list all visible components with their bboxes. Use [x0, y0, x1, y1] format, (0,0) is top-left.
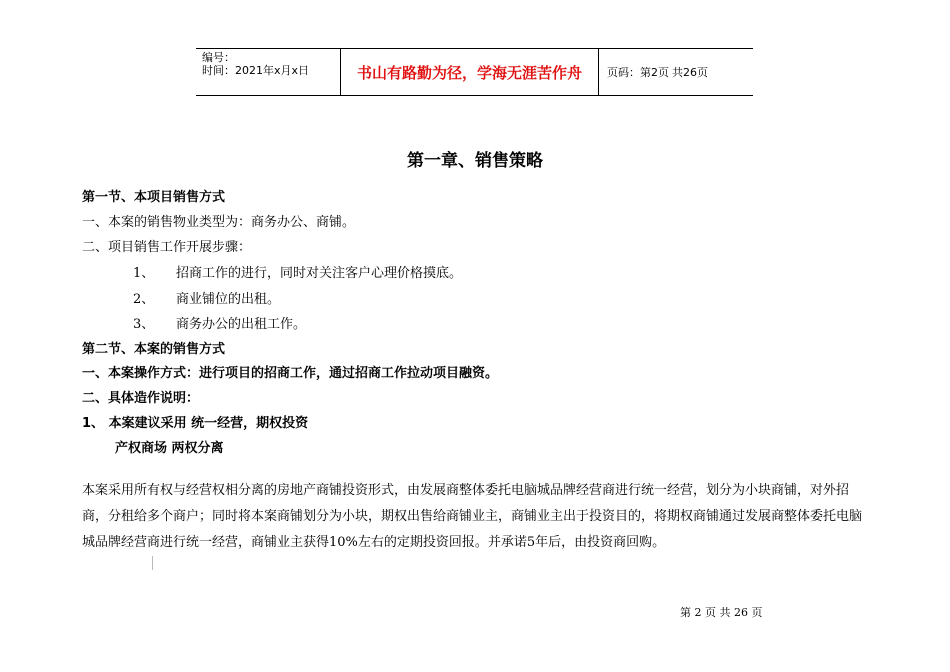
section2-title: 第二节、本案的销售方式: [82, 342, 226, 357]
page-header: [196, 48, 753, 96]
section1-line1: 一、本案的销售物业类型为：商务办公、商铺。: [82, 215, 356, 230]
section2-line2: 二、具体造作说明：: [82, 391, 200, 406]
section1-line2: 二、项目销售工作开展步骤：: [82, 240, 252, 255]
step-text: 招商工作的进行，同时对关注客户心理价格摸底。: [176, 266, 463, 281]
section2-line4: 产权商场 两权分离: [115, 441, 224, 456]
header-total-label: 共26页: [672, 66, 708, 79]
header-time-label: 时间：2021年x月x日: [202, 64, 310, 77]
section1-title: 第一节、本项目销售方式: [82, 190, 226, 205]
body-paragraph: 本案采用所有权与经营权相分离的房地产商铺投资形式，由发展商整体委托电脑城品牌经营商进行统一经营，划分为小块商铺，对外招商，分租给多个商户；同时将本案商铺划分为小块，期权出售给商铺业主，商铺业主出于投资目的，将期权商铺通过发展商整体委托电脑城品牌经营商进行统一经营，商铺业主获得10%左右的定期投资回报。并承诺5年后，由投资商回购。: [82, 483, 863, 550]
chapter-title: 第一章、销售策略: [407, 151, 543, 171]
section2-line1: 一、本案操作方式：进行项目的招商工作，通过招商工作拉动项目融资。: [82, 366, 499, 381]
header-page-info: [599, 49, 753, 95]
header-page-label: 页码：第2页: [607, 66, 669, 79]
section2-line3: 1、 本案建议采用 统一经营，期权投资: [82, 416, 309, 431]
text-cursor: [152, 556, 153, 570]
header-motto: 书山有路勤为径，学海无涯苦作舟: [341, 49, 599, 95]
step-text: 商业铺位的出租。: [176, 292, 281, 307]
header-number-label: 编号：: [202, 51, 235, 64]
step-number: 1、: [133, 266, 155, 281]
step-text: 商务办公的出租工作。: [176, 317, 307, 332]
step-number: 3、: [133, 317, 155, 332]
page-footer: 第 2 页 共 26 页: [680, 606, 763, 619]
header-meta: [196, 49, 341, 95]
step-number: 2、: [133, 292, 155, 307]
